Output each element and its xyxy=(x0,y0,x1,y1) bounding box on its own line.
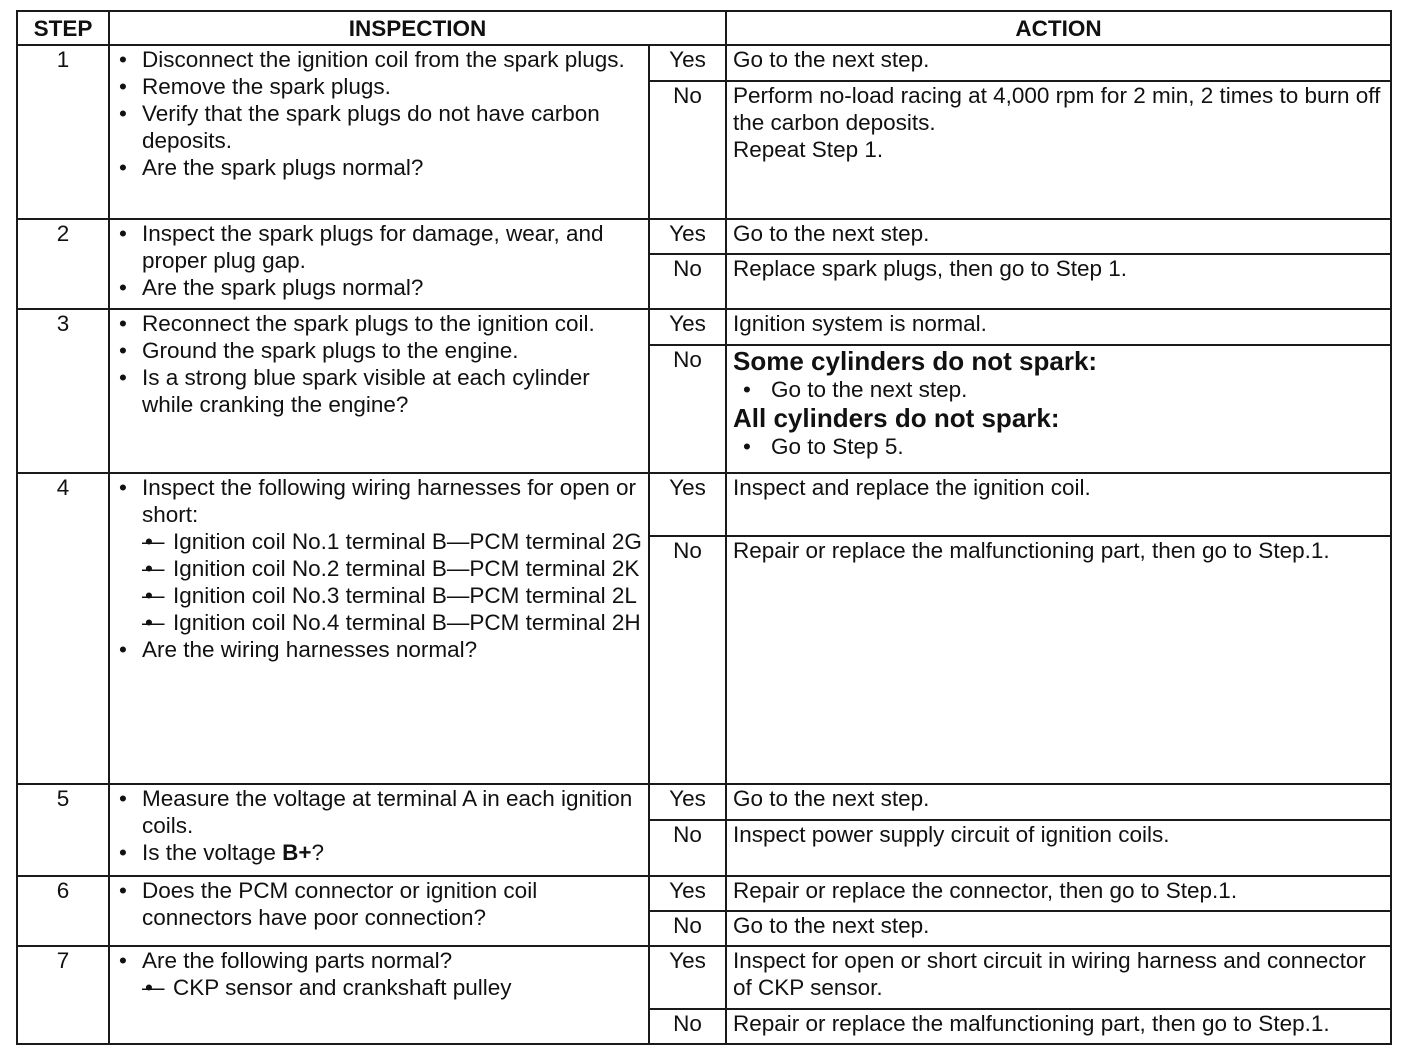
yes-label: Yes xyxy=(649,784,726,820)
inspection-item: • Disconnect the ignition coil from the spark plugs. xyxy=(116,46,642,73)
harness-item: • — Ignition coil No.2 terminal B—PCM terminal 2K xyxy=(142,555,642,582)
harness-item: • — Ignition coil No.4 terminal B—PCM terminal 2H xyxy=(142,609,642,636)
no-label: No xyxy=(649,254,726,309)
yes-label: Yes xyxy=(649,309,726,345)
no-action: Replace spark plugs, then go to Step 1. xyxy=(726,254,1391,309)
step-4-yes-row xyxy=(17,473,1391,536)
inspection-intro: Inspect the following wiring harnesses for open or short: xyxy=(142,475,637,527)
step-number: 1 xyxy=(17,45,109,219)
step-4-inspection xyxy=(109,473,649,784)
no-action-line: Perform no-load racing at 4,000 rpm for 2 min, 2 times to burn off the carbon deposits. xyxy=(733,83,1381,135)
no-label: No xyxy=(649,81,726,219)
dash: • — xyxy=(142,975,165,1000)
yes-action: Go to the next step. xyxy=(726,784,1391,820)
step-3-inspection xyxy=(109,309,649,473)
inspection-item: • Inspect the spark plugs for damage, wear, and proper plug gap. xyxy=(116,220,642,274)
step-number: 4 xyxy=(17,473,109,784)
header-row xyxy=(17,11,1391,45)
inspection-item: • Is a strong blue spark visible at each cylinder while cranking the engine? xyxy=(116,364,642,418)
step-1-yes-row xyxy=(17,45,1391,81)
step-1-inspection xyxy=(109,45,649,219)
no-label: No xyxy=(649,536,726,784)
yes-label: Yes xyxy=(649,45,726,81)
inspection-item: • Does the PCM connector or ignition coil connectors have poor connection? xyxy=(116,877,642,931)
step-6-inspection xyxy=(109,876,649,946)
no-label: No xyxy=(649,1009,726,1044)
no-action: Repair or replace the malfunctioning part, then go to Step.1. xyxy=(726,1009,1391,1044)
parts-list xyxy=(116,974,642,1001)
dash: • — xyxy=(142,610,165,635)
no-action: Go to the next step. xyxy=(726,911,1391,946)
yes-action: Ignition system is normal. xyxy=(726,309,1391,345)
inspection-item: • Are the wiring harnesses normal? xyxy=(116,636,642,663)
dash: • — xyxy=(142,583,165,608)
no-action: Inspect power supply circuit of ignition coils. xyxy=(726,820,1391,876)
inspection-item xyxy=(116,474,642,636)
no-action-line: Repeat Step 1. xyxy=(733,137,884,162)
yes-label: Yes xyxy=(649,876,726,911)
step-5-yes-row xyxy=(17,784,1391,820)
harness-item: • — Ignition coil No.1 terminal B—PCM terminal 2G xyxy=(142,528,642,555)
no-action xyxy=(726,81,1391,219)
dash: • — xyxy=(142,556,165,581)
inspection-item: • Are the spark plugs normal? xyxy=(116,154,642,181)
diagnostic-table xyxy=(16,10,1392,1045)
no-action-heading: All cylinders do not spark: xyxy=(733,403,1060,433)
header-step: STEP xyxy=(17,11,109,45)
step-number: 5 xyxy=(17,784,109,876)
step-number: 3 xyxy=(17,309,109,473)
inspection-item: • Reconnect the spark plugs to the ignition coil. xyxy=(116,310,642,337)
parts-item: • — CKP sensor and crankshaft pulley xyxy=(142,974,642,1001)
no-label: No xyxy=(649,911,726,946)
no-action-heading: Some cylinders do not spark: xyxy=(733,346,1098,376)
step-number: 7 xyxy=(17,946,109,1044)
step-3-yes-row xyxy=(17,309,1391,345)
no-action xyxy=(726,345,1391,473)
yes-action: Inspect and replace the ignition coil. xyxy=(726,473,1391,536)
header-inspection: INSPECTION xyxy=(109,11,726,45)
inspection-item: • Remove the spark plugs. xyxy=(116,73,642,100)
no-label: No xyxy=(649,345,726,473)
inspection-item: • Measure the voltage at terminal A in each ignition coils. xyxy=(116,785,642,839)
no-action-item: • Go to the next step. xyxy=(733,376,1384,403)
inspection-item: • Is the voltage B+? xyxy=(116,839,642,866)
yes-label: Yes xyxy=(649,219,726,254)
yes-action: Repair or replace the connector, then go to Step.1. xyxy=(726,876,1391,911)
step-5-inspection xyxy=(109,784,649,876)
inspection-item: • Ground the spark plugs to the engine. xyxy=(116,337,642,364)
harness-list xyxy=(116,528,642,636)
inspection-item: • Are the following parts normal? • — CKP sensor and crankshaft pulley xyxy=(116,947,642,1001)
inspection-item: • Are the spark plugs normal? xyxy=(116,274,642,301)
no-action: Repair or replace the malfunctioning part, then go to Step.1. xyxy=(726,536,1391,784)
step-6-yes-row xyxy=(17,876,1391,911)
step-number: 6 xyxy=(17,876,109,946)
yes-label: Yes xyxy=(649,473,726,536)
yes-action: Inspect for open or short circuit in wiring harness and connector of CKP sensor. xyxy=(726,946,1391,1009)
yes-action: Go to the next step. xyxy=(726,45,1391,81)
step-2-yes-row xyxy=(17,219,1391,254)
step-2-inspection xyxy=(109,219,649,309)
diagnostic-table-wrapper xyxy=(16,10,1392,1045)
yes-label: Yes xyxy=(649,946,726,1009)
inspection-item: • Verify that the spark plugs do not have carbon deposits. xyxy=(116,100,642,154)
yes-action: Go to the next step. xyxy=(726,219,1391,254)
step-number: 2 xyxy=(17,219,109,309)
no-action-item: • Go to Step 5. xyxy=(733,433,1384,460)
step-7-yes-row xyxy=(17,946,1391,1009)
header-action: ACTION xyxy=(726,11,1391,45)
step-7-inspection xyxy=(109,946,649,1044)
harness-item: • — Ignition coil No.3 terminal B—PCM terminal 2L xyxy=(142,582,642,609)
no-label: No xyxy=(649,820,726,876)
dash: • — xyxy=(142,529,165,554)
